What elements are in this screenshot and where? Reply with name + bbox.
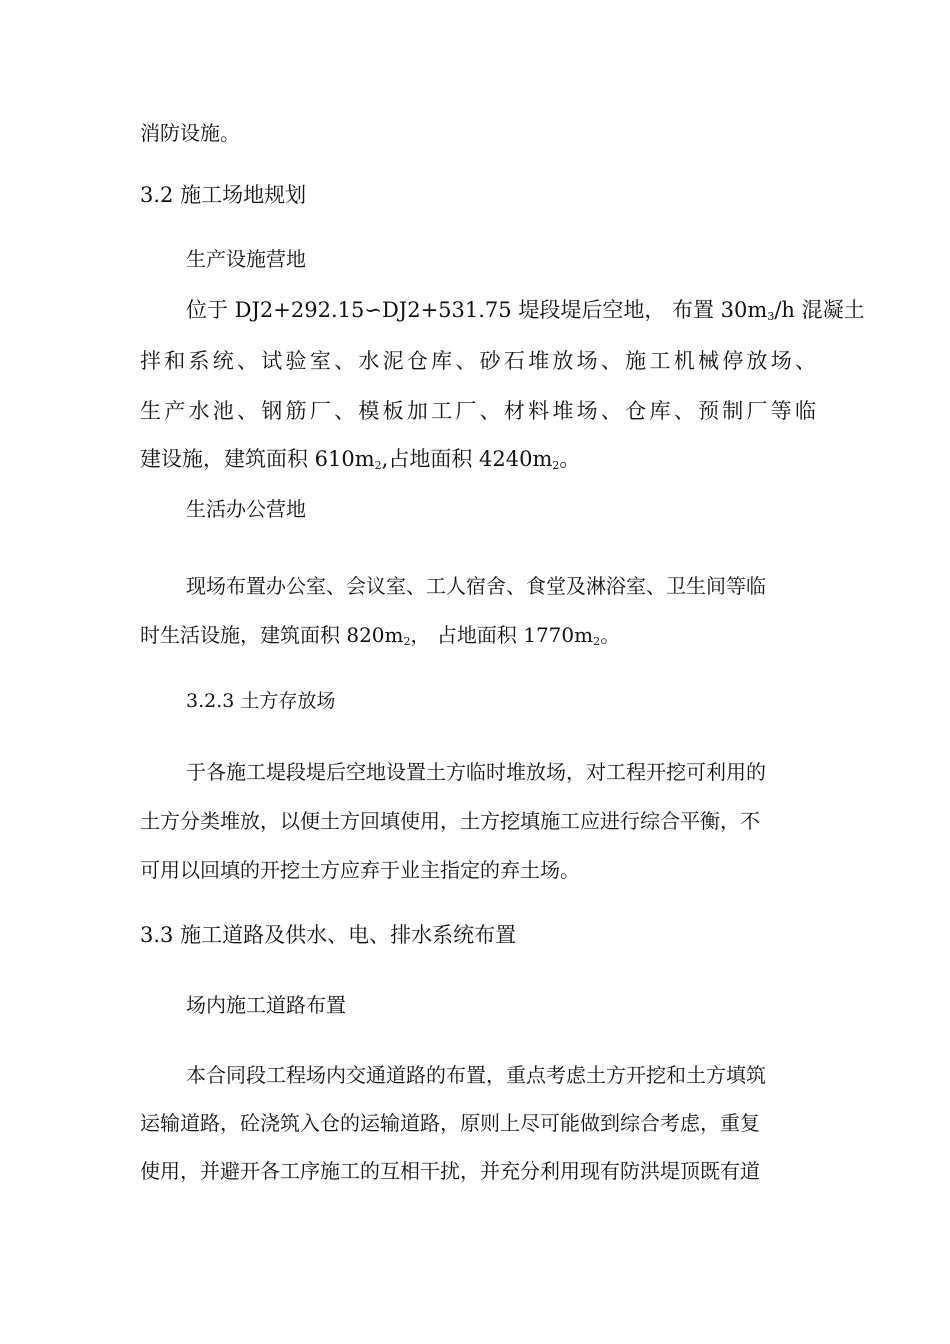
- text: 现场布置办公室、会议室、工人宿舍、食堂及淋浴室、卫生间等临: [186, 574, 766, 598]
- text: ,占地面积 4240m: [381, 447, 553, 471]
- text: 位于 DJ2+292.15∽DJ2+531.75 堤段堤后空地， 布置 30m: [186, 298, 768, 322]
- paragraph-line: [140, 622, 620, 655]
- paragraph-line: [140, 808, 760, 834]
- subheading-production-camp: [186, 246, 306, 272]
- section-heading-3-2: [140, 182, 306, 208]
- heading-text: 3.2.3 土方存放场: [186, 690, 336, 712]
- heading-text: 3.3 施工道路及供水、电、排水系统布置: [140, 923, 517, 947]
- text: 。: [559, 447, 581, 471]
- text: 运输道路，砼浇筑入仓的运输道路，原则上尽可能做到综合考虑，重复: [140, 1111, 760, 1135]
- subheading-3-2-3: [186, 688, 335, 714]
- text: 使用，并避开各工序施工的互相干扰，并充分利用现有防洪堤顶既有道: [140, 1159, 760, 1183]
- text: 于各施工堤段堤后空地设置土方临时堆放场，对工程开挖可利用的: [186, 760, 766, 784]
- paragraph-line: [186, 573, 766, 599]
- text: 本合同段工程场内交通道路的布置，重点考虑土方开挖和土方填筑: [186, 1063, 766, 1087]
- text: ， 占地面积 1770m: [410, 623, 594, 647]
- paragraph-line: [140, 1110, 760, 1136]
- unit-subscript: 2: [374, 459, 382, 472]
- unit-subscript: 2: [552, 459, 560, 472]
- paragraph-line: [140, 398, 816, 424]
- paragraph-line: [186, 297, 865, 330]
- text: /h 混凝土: [774, 298, 865, 322]
- heading-text: 生活办公营地: [186, 497, 306, 521]
- heading-text: 场内施工道路布置: [186, 993, 346, 1017]
- text: 拌和系统、试验室、水泥仓库、砂石堆放场、施工机械停放场、: [140, 349, 816, 373]
- section-heading-3-3: [140, 922, 516, 948]
- unit-subscript: 2: [593, 635, 601, 648]
- heading-text: 3.2 施工场地规划: [140, 183, 307, 207]
- unit-subscript: 3: [767, 310, 775, 323]
- paragraph-line: [186, 759, 766, 785]
- text: 可用以回填的开挖土方应弃于业主指定的弃土场。: [140, 858, 580, 882]
- heading-text: 生产设施营地: [186, 247, 306, 271]
- subheading-site-roads: [186, 992, 346, 1018]
- paragraph-line: [140, 857, 580, 883]
- paragraph-line: [140, 1158, 760, 1184]
- paragraph-line: [140, 446, 580, 479]
- text: 时生活设施，建筑面积 820m: [140, 623, 404, 647]
- text: 建设施，建筑面积 610m: [140, 447, 375, 471]
- paragraph-line: [140, 120, 240, 146]
- text: 。: [600, 623, 621, 647]
- text: 土方分类堆放，以便土方回填使用，土方挖填施工应进行综合平衡，不: [140, 809, 760, 833]
- paragraph-line: [186, 1062, 766, 1088]
- paragraph-line: [140, 348, 816, 374]
- unit-subscript: 2: [403, 635, 411, 648]
- text: 生产水池、钢筋厂、模板加工厂、材料堆场、仓库、预制厂等临: [140, 399, 816, 423]
- text: 消防设施。: [140, 121, 240, 145]
- subheading-office-camp: [186, 496, 306, 522]
